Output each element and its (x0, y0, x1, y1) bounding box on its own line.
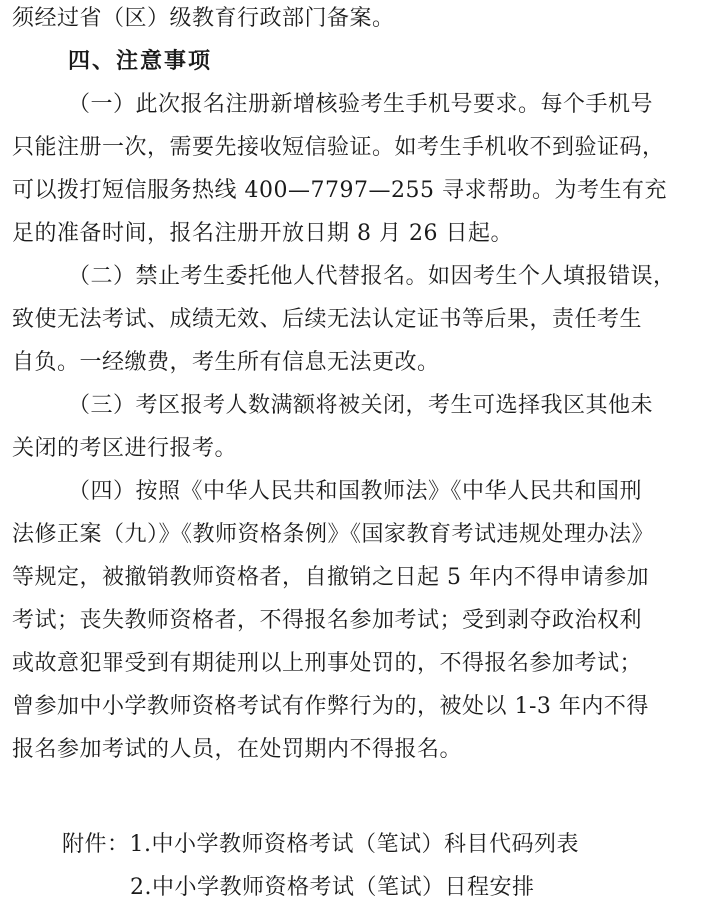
paragraph-4-line-2: 法修正案（九）》《教师资格条例》《国家教育考试违规处理办法》 (12, 522, 655, 547)
paragraph-2-line-2: 致使无法考试、成绩无效、后续无法认定证书等后果，责任考生 (12, 307, 643, 332)
paragraph-4-line-6: 曾参加中小学教师资格考试有作弊行为的，被处以 1-3 年内不得 (12, 694, 649, 719)
paragraph-4-line-1: （四）按照《中华人民共和国教师法》《中华人民共和国刑 (68, 479, 643, 504)
attachment-1: 附件：1.中小学教师资格考试（笔试）科目代码列表 (62, 832, 579, 857)
continuation-line: 须经过省（区）级教育行政部门备案。 (12, 6, 395, 31)
paragraph-4-line-3: 等规定，被撤销教师资格者，自撤销之日起 5 年内不得申请参加 (12, 565, 649, 590)
section-heading: 四、注意事项 (68, 49, 213, 74)
paragraph-4-line-5: 或故意犯罪受到有期徒刑以上刑事处罚的，不得报名参加考试； (12, 651, 643, 676)
paragraph-3-line-2: 关闭的考区进行报考。 (12, 436, 238, 461)
paragraph-2-line-3: 自负。一经缴费，考生所有信息无法更改。 (12, 350, 440, 375)
paragraph-2-line-1: （二）禁止考生委托他人代替报名。如因考生个人填报错误， (68, 264, 676, 289)
paragraph-4-line-7: 报名参加考试的人员，在处罚期内不得报名。 (12, 737, 463, 762)
paragraph-1-line-4: 足的准备时间，报名注册开放日期 8 月 26 日起。 (12, 221, 513, 246)
paragraph-1-line-2: 只能注册一次，需要先接收短信验证。如考生手机收不到验证码， (12, 135, 665, 160)
paragraph-1-line-1: （一）此次报名注册新增核验考生手机号要求。每个手机号 (68, 92, 654, 117)
paragraph-1-line-3: 可以拨打短信服务热线 400—7797—255 寻求帮助。为考生有充 (12, 178, 667, 203)
paragraph-4-line-4: 考试；丧失教师资格者，不得报名参加考试；受到剥夺政治权利 (12, 608, 643, 633)
attachment-2: 2.中小学教师资格考试（笔试）日程安排 (130, 875, 535, 900)
paragraph-3-line-1: （三）考区报考人数满额将被关闭，考生可选择我区其他未 (68, 393, 654, 418)
